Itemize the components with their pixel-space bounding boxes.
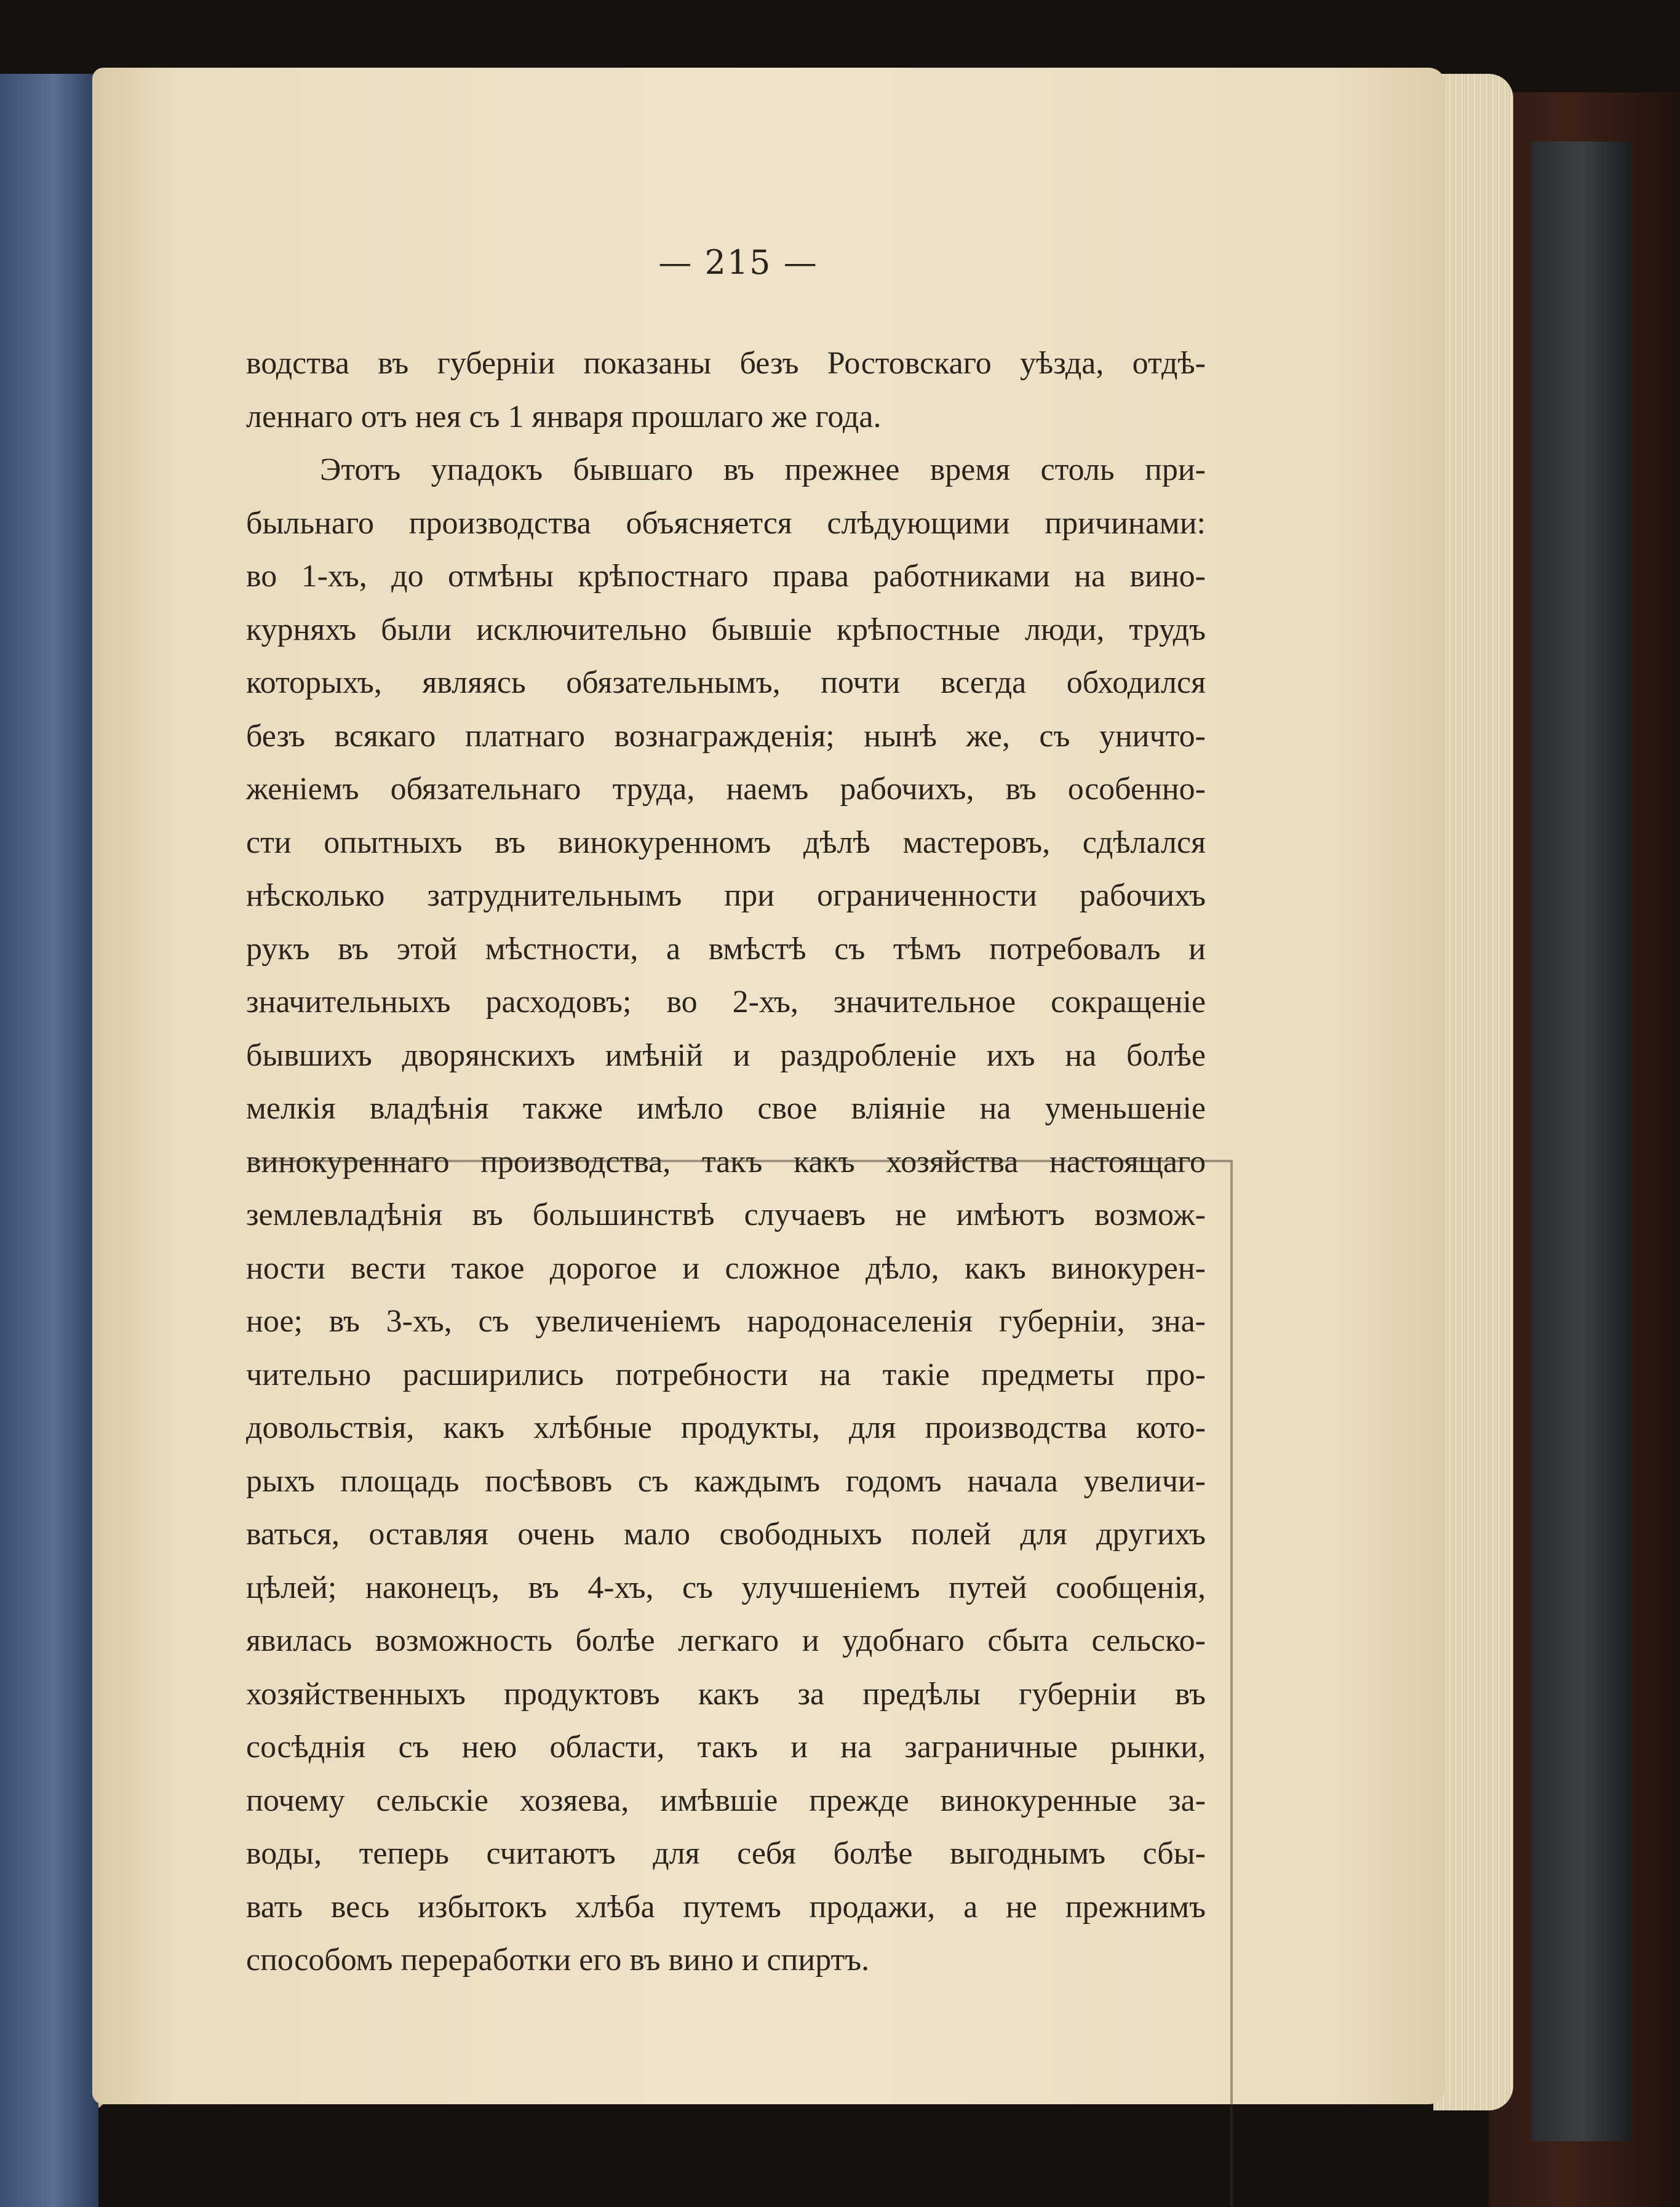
text-line: явилась возможность болѣе легкаго и удобнаго сбыта сельско- — [246, 1623, 1206, 1658]
text-line: бывшихъ дворянскихъ имѣній и раздробленіе ихъ на болѣе — [246, 1037, 1206, 1073]
cover-board — [1532, 142, 1630, 2141]
text-line: цѣлей; наконецъ, въ 4-хъ, съ улучшеніемъ путей сообщенія, — [246, 1570, 1206, 1605]
text-line: которыхъ, являясь обязательнымъ, почти всегда обходился — [246, 665, 1206, 700]
text-line: почему сельскіе хозяева, имѣвшіе прежде винокуренные за- — [246, 1782, 1206, 1818]
text-line: значительныхъ расходовъ; во 2-хъ, значительное сокращеніе — [246, 984, 1206, 1020]
text-line: ваться, оставляя очень мало свободныхъ полей для другихъ — [246, 1517, 1206, 1552]
text-line: ности вести такое дорогое и сложное дѣло, какъ винокурен- — [246, 1250, 1206, 1286]
text-line: винокуреннаго производства, такъ какъ хозяйства настоящаго — [246, 1144, 1206, 1179]
body-text — [246, 337, 1206, 1987]
text-line: быльнаго производства объясняется слѣдующими причинами: — [246, 505, 1206, 541]
book-binding — [0, 74, 98, 2207]
text-line: способомъ переработки его въ вино и спиртъ. — [246, 1942, 870, 1978]
text-line: нѣсколько затруднительнымъ при ограниченности рабочихъ — [246, 878, 1206, 913]
text-line: землевладѣнія въ большинствѣ случаевъ не имѣютъ возмож- — [246, 1197, 1206, 1232]
text-line: мелкія владѣнія также имѣло свое вліяніе на уменьшеніе — [246, 1091, 1206, 1126]
text-line: сти опытныхъ въ винокуренномъ дѣлѣ мастеровъ, сдѣлался — [246, 824, 1206, 860]
text-line: рыхъ площадь посѣвовъ съ каждымъ годомъ начала увеличи- — [246, 1463, 1206, 1499]
text-line: ное; въ 3-хъ, съ увеличеніемъ народонаселенія губерніи, зна- — [246, 1304, 1206, 1339]
text-line: хозяйственныхъ продуктовъ какъ за предѣлы губерніи въ — [246, 1676, 1206, 1712]
text-line: рукъ въ этой мѣстности, а вмѣстѣ съ тѣмъ потребовалъ и — [246, 931, 1206, 967]
text-line: водства въ губерніи показаны безъ Ростовскаго уѣзда, отдѣ- — [246, 346, 1206, 381]
text-line: воды, теперь считаютъ для себя болѣе выгоднымъ сбы- — [246, 1836, 1206, 1871]
page-number: — 215 — — [658, 243, 818, 282]
text-line: курняхъ были исключительно бывшіе крѣпостные люди, трудъ — [246, 612, 1206, 647]
text-line: леннаго отъ нея съ 1 января прошлаго же года. — [246, 399, 882, 434]
text-line: чительно расширились потребности на такіе предметы про- — [246, 1357, 1206, 1392]
text-line: во 1-хъ, до отмѣны крѣпостнаго права работниками на вино- — [246, 559, 1206, 594]
text-line: довольствія, какъ хлѣбные продукты, для производства кото- — [246, 1410, 1206, 1445]
text-line: сосѣднія съ нею области, такъ и на заграничные рынки, — [246, 1730, 1206, 1765]
text-line: вать весь избытокъ хлѣба путемъ продажи, а не прежнимъ — [246, 1889, 1206, 1925]
text-line: женіемъ обязательнаго труда, наемъ рабочихъ, въ особенно- — [246, 772, 1206, 807]
text-line: безъ всякаго платнаго вознагражденія; нынѣ же, съ уничто- — [246, 718, 1206, 754]
text-line: Этотъ упадокъ бывшаго въ прежнее время столь при- — [320, 452, 1206, 487]
